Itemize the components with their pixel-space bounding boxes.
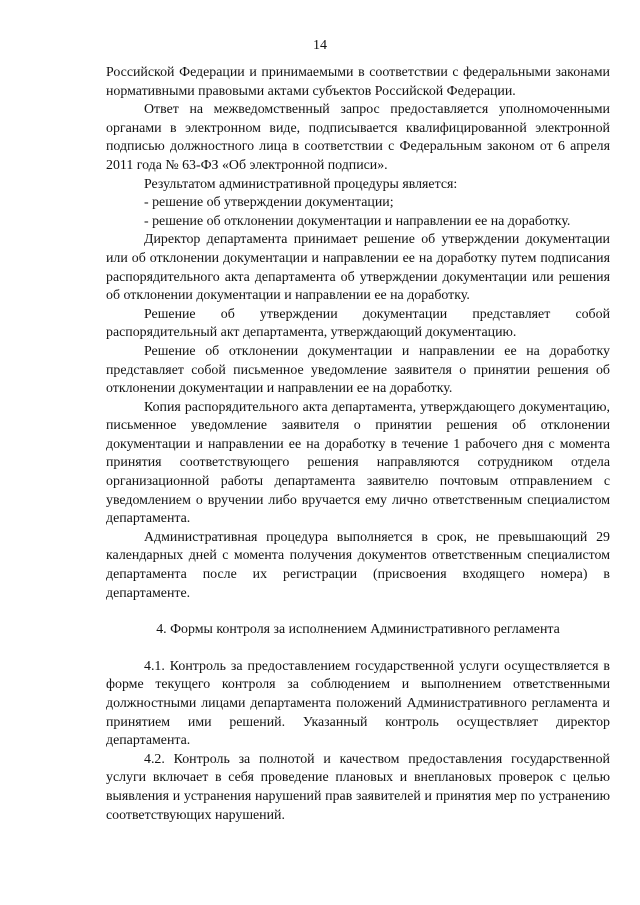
document-body xyxy=(106,64,610,825)
paragraph-approval-decision: Решение об утверждении документации представляет собой распорядительный акт департамента, утверждающий документацию. xyxy=(106,306,610,341)
paragraph-section-4-1: 4.1. Контроль за предоставлением государственной услуги осуществляется в форме текущего контроля за соблюдением и выполнением ответственными должностными лицами департамента положений Административного регламента и принятием ими решений. Указанный контроль осуществляет директор департамента. xyxy=(106,658,610,749)
paragraph-procedure-result: Результатом административной процедуры является: xyxy=(144,176,458,192)
paragraph-interagency-response: Ответ на межведомственный запрос предоставляется уполномоченными органами в электронном виде, подписывается квалифицированной электронной подписью должностного лица в соответствии с Федеральным законом от 6 апреля 2011 года № 63-ФЗ «Об электронной подписи». xyxy=(106,102,610,173)
list-item-approval: - решение об утверждении документации; xyxy=(144,195,394,211)
paragraph-section-4-2: 4.2. Контроль за полнотой и качеством предоставления государственной услуги включает в себя проведение плановых и внеплановых проверок с целью выявления и устранения нарушений прав заявителей и принятия мер по устранению соответствующих нарушений. xyxy=(106,751,610,823)
list-item-rejection: - решение об отклонении документации и направлении ее на доработку. xyxy=(144,213,571,229)
section-heading: 4. Формы контроля за исполнением Административного регламента xyxy=(156,622,560,638)
paragraph-continuation: Российской Федерации и принимаемыми в соответствии с федеральными законами нормативными правовыми актами субъектов Российской Федерации. xyxy=(106,65,610,99)
paragraph-copy-delivery: Копия распорядительного акта департамента, утверждающего документацию, письменное уведомление заявителя о принятии решения об отклонении документации и направлении ее на доработку в течение 1 рабочего дня с момента принятия соответствующего решения направляются сотрудником отдела организационной работы департамента заявителю почтовым отправлением с уведомлением о вручении либо вручается ему лично ответственным специалистом департамента. xyxy=(106,399,610,527)
page-number: 14 xyxy=(313,38,327,53)
paragraph-director-decision: Директор департамента принимает решение об утверждении документации или об отклонении документации и направлении ее на доработку путем подписания распорядительного акта департамента об утверждении документации или решения об отклонении документации и направлении ее на доработку. xyxy=(106,232,610,304)
paragraph-rejection-decision: Решение об отклонении документации и направлении ее на доработку представляет собой письменное уведомление заявителя о принятии решения об отклонении документации и направлении ее на доработку. xyxy=(106,343,610,397)
paragraph-procedure-deadline: Административная процедура выполняется в срок, не превышающий 29 календарных дней с момента получения документов ответственным специалистом департамента после их регистрации (присвоения входящего номера) в департаменте. xyxy=(106,529,610,601)
